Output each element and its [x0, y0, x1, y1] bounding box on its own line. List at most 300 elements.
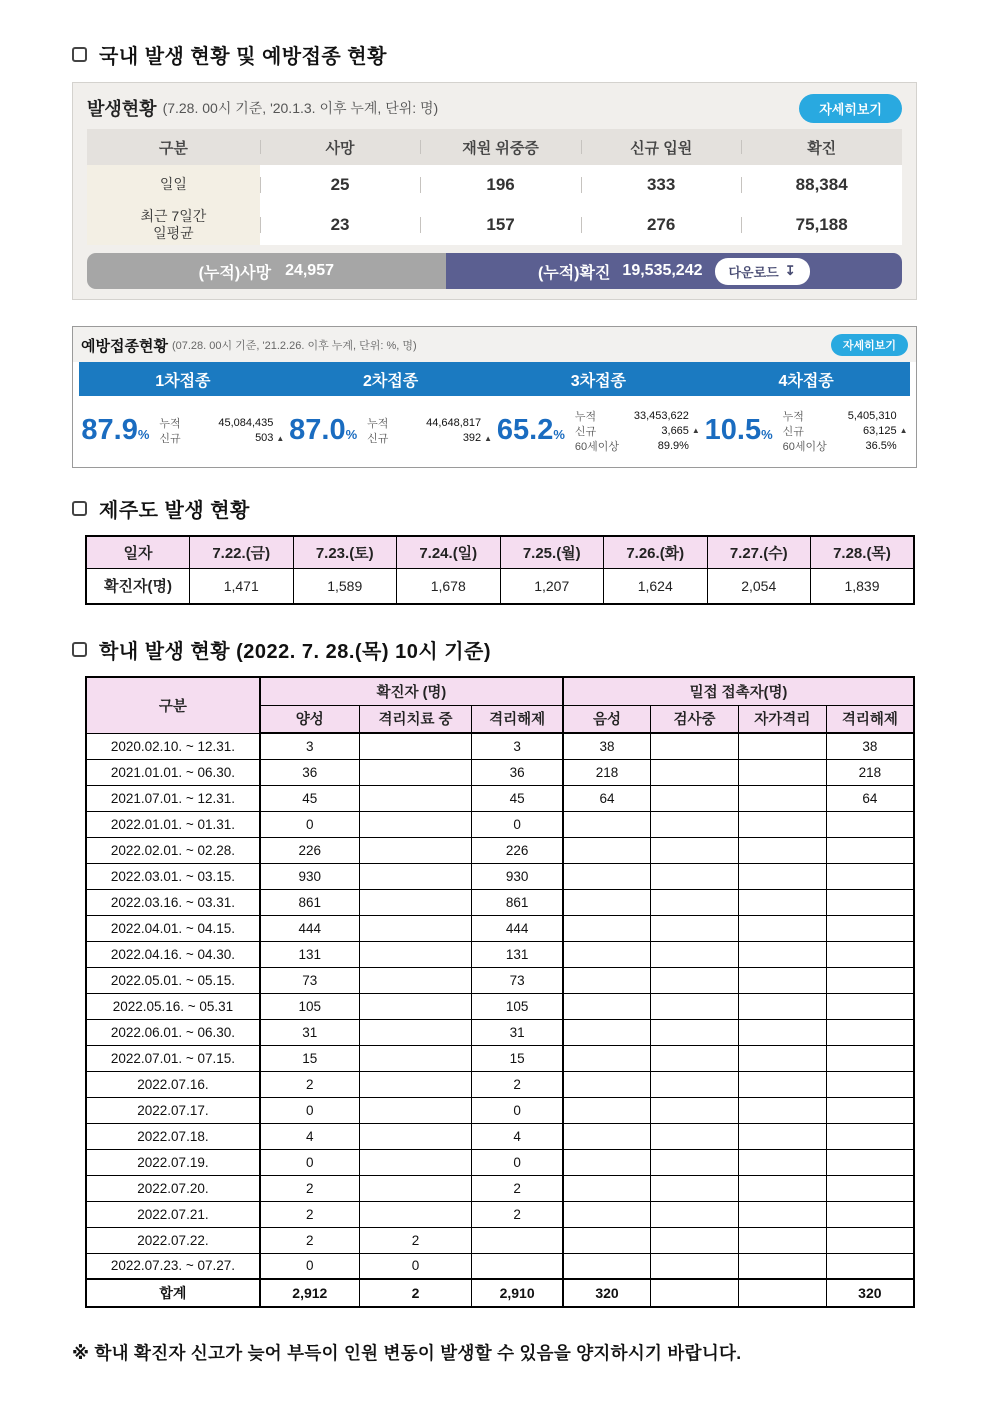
- school-value-cell: 3: [260, 733, 359, 759]
- checkbox-icon: [72, 47, 87, 62]
- school-value-cell: [738, 863, 826, 889]
- vaccination-panel-header: [73, 327, 916, 362]
- school-data-row: [86, 1201, 914, 1227]
- school-gubun-header: 구분: [86, 677, 260, 733]
- dose-stat-row: [159, 416, 284, 431]
- jeju-table-data-row: [86, 568, 914, 604]
- school-value-cell: [359, 811, 472, 837]
- up-triangle-icon: ▲: [899, 426, 908, 435]
- school-value-cell: [738, 1097, 826, 1123]
- dose-column: [495, 408, 703, 453]
- school-row-label: 2022.03.01. ~ 03.15.: [86, 863, 260, 889]
- outbreak-value-cell: 75,188: [741, 205, 902, 245]
- school-data-row: [86, 759, 914, 785]
- cumulative-confirmed: [446, 253, 902, 289]
- dose-header: 2차접종: [362, 372, 419, 390]
- school-value-cell: [738, 1253, 826, 1279]
- school-row-label: 2022.07.18.: [86, 1123, 260, 1149]
- school-data-row: [86, 1149, 914, 1175]
- school-value-cell: [826, 993, 914, 1019]
- download-icon: ↧: [784, 263, 796, 278]
- outbreak-value-cell: 25: [260, 165, 421, 205]
- outbreak-value-cell: 88,384: [741, 165, 902, 205]
- outbreak-header-cell: 신규 입원: [581, 129, 742, 165]
- dose-percent-value: 10.5: [704, 414, 762, 446]
- school-value-cell: [651, 785, 739, 811]
- outbreak-panel-header: [87, 93, 902, 123]
- dose-stat-label: 누적: [782, 410, 804, 423]
- school-data-row: [86, 1045, 914, 1071]
- school-value-cell: 64: [826, 785, 914, 811]
- school-data-row: [86, 785, 914, 811]
- school-value-cell: [563, 1201, 651, 1227]
- school-value-cell: 38: [826, 733, 914, 759]
- dose-stat-value: 5,405,310: [847, 409, 897, 422]
- school-row-label: 2021.07.01. ~ 12.31.: [86, 785, 260, 811]
- school-value-cell: [563, 1019, 651, 1045]
- school-value-cell: 2: [260, 1201, 359, 1227]
- school-sub-header-cell: 격리해제: [826, 705, 914, 733]
- school-value-cell: [563, 993, 651, 1019]
- school-value-cell: [826, 889, 914, 915]
- dose-stat-row: [367, 416, 492, 431]
- dose-header: 3차접종: [570, 372, 627, 390]
- school-value-cell: 218: [563, 759, 651, 785]
- school-row-label: 2022.02.01. ~ 02.28.: [86, 837, 260, 863]
- dose-stat-label: 신규: [159, 433, 181, 445]
- school-value-cell: [738, 811, 826, 837]
- school-sub-header-cell: 음성: [563, 705, 651, 733]
- school-value-cell: [826, 1227, 914, 1253]
- vaccination-title: 예방접종현황: [81, 337, 168, 355]
- school-value-cell: [738, 785, 826, 811]
- dose-stat-label: 신규: [782, 425, 804, 438]
- outbreak-row-label: 일일: [87, 165, 260, 205]
- school-value-cell: 861: [260, 889, 359, 915]
- section-school-title: [72, 635, 920, 664]
- school-value-cell: [359, 785, 472, 811]
- outbreak-subtitle: (7.28. 00시 기준, '20.1.3. 이후 누계, 단위: 명): [162, 100, 439, 116]
- dose-header: 4차접종: [778, 372, 834, 390]
- cumulative-confirmed-value: 19,535,242: [622, 262, 703, 279]
- dose-percent-sign: %: [137, 427, 150, 442]
- school-value-cell: [651, 1201, 739, 1227]
- section-school-title-text: 학내 발생 현황 (2022. 7. 28.(목) 10시 기준): [99, 641, 492, 663]
- checkbox-icon: [72, 501, 87, 516]
- school-value-cell: 73: [472, 967, 563, 993]
- school-value-cell: 31: [472, 1019, 563, 1045]
- school-value-cell: 2,910: [472, 1279, 563, 1307]
- school-value-cell: [472, 1227, 563, 1253]
- school-value-cell: [738, 759, 826, 785]
- school-value-cell: [359, 915, 472, 941]
- dose-percent: [497, 416, 565, 445]
- school-value-cell: [359, 863, 472, 889]
- school-value-cell: [738, 733, 826, 759]
- school-row-label: 2022.01.01. ~ 01.31.: [86, 811, 260, 837]
- school-value-cell: 73: [260, 967, 359, 993]
- outbreak-table: [87, 129, 902, 245]
- school-value-cell: 105: [472, 993, 563, 1019]
- school-value-cell: [651, 759, 739, 785]
- school-table: [85, 676, 915, 1308]
- dose-percent: [81, 416, 149, 445]
- dose-percent: [289, 416, 357, 445]
- school-value-cell: [826, 1045, 914, 1071]
- school-value-cell: 2: [260, 1227, 359, 1253]
- school-data-row: [86, 1253, 914, 1279]
- school-value-cell: [651, 1071, 739, 1097]
- dose-stat-value: 503: [255, 432, 274, 444]
- outbreak-data-row: [87, 165, 902, 205]
- up-triangle-icon: ▲: [691, 426, 700, 435]
- school-value-cell: 4: [472, 1123, 563, 1149]
- school-value-cell: [826, 1149, 914, 1175]
- jeju-header-cell: 7.24.(일): [397, 536, 501, 568]
- school-value-cell: 444: [260, 915, 359, 941]
- jeju-table: [85, 535, 915, 605]
- school-data-row: [86, 993, 914, 1019]
- dose-percent-sign: %: [553, 427, 565, 442]
- school-value-cell: [651, 1019, 739, 1045]
- school-data-row: [86, 1071, 914, 1097]
- school-value-cell: [563, 863, 651, 889]
- school-data-row: [86, 811, 914, 837]
- download-button-label: 다운로드: [728, 264, 779, 280]
- vaccination-panel: [72, 326, 917, 468]
- cumulative-confirmed-label: (누적)확진: [537, 264, 611, 282]
- school-value-cell: [738, 1175, 826, 1201]
- school-value-cell: [738, 1201, 826, 1227]
- school-row-label: 2022.07.23. ~ 07.27.: [86, 1253, 260, 1279]
- school-value-cell: 0: [260, 1149, 359, 1175]
- outbreak-value-cell: 23: [260, 205, 421, 245]
- outbreak-table-body: [87, 165, 902, 245]
- school-value-cell: 2: [359, 1227, 472, 1253]
- school-value-cell: [738, 837, 826, 863]
- jeju-value-cell: 2,054: [707, 568, 811, 604]
- school-value-cell: [651, 1045, 739, 1071]
- school-sub-header-cell: 양성: [260, 705, 359, 733]
- school-value-cell: [738, 941, 826, 967]
- school-value-cell: 930: [260, 863, 359, 889]
- school-value-cell: 45: [260, 785, 359, 811]
- school-value-cell: [651, 1253, 739, 1279]
- section-jeju-title-text: 제주도 발생 현황: [99, 500, 250, 522]
- jeju-header-cell: 7.23.(토): [293, 536, 397, 568]
- dose-column: [287, 408, 495, 453]
- jeju-header-cell: 7.26.(화): [604, 536, 708, 568]
- school-row-label: 2022.07.21.: [86, 1201, 260, 1227]
- school-value-cell: [563, 1045, 651, 1071]
- school-value-cell: [651, 1097, 739, 1123]
- school-value-cell: [359, 1149, 472, 1175]
- school-value-cell: [738, 889, 826, 915]
- school-value-cell: 31: [260, 1019, 359, 1045]
- school-value-cell: 2: [260, 1071, 359, 1097]
- school-value-cell: 218: [826, 759, 914, 785]
- school-row-label: 합계: [86, 1279, 260, 1307]
- school-value-cell: [826, 1097, 914, 1123]
- school-value-cell: [359, 1019, 472, 1045]
- download-button[interactable]: [715, 258, 810, 285]
- school-value-cell: 3: [472, 733, 563, 759]
- school-value-cell: [826, 1071, 914, 1097]
- school-value-cell: [826, 1019, 914, 1045]
- outbreak-panel: [72, 82, 917, 300]
- school-data-row: [86, 733, 914, 759]
- school-value-cell: 0: [359, 1253, 472, 1279]
- school-row-label: 2022.05.01. ~ 05.15.: [86, 967, 260, 993]
- footnote: ※ 학내 확진자 신고가 늦어 부득이 인원 변동이 발생할 수 있음을 양지하시기 바랍니다.: [72, 1343, 742, 1363]
- school-sub-header-cell: 검사중: [651, 705, 739, 733]
- school-value-cell: [738, 1149, 826, 1175]
- school-value-cell: [651, 1279, 739, 1307]
- school-value-cell: 38: [563, 733, 651, 759]
- school-row-label: 2022.05.16. ~ 05.31: [86, 993, 260, 1019]
- dose-percent-value: 65.2: [496, 414, 554, 446]
- school-value-cell: [651, 889, 739, 915]
- school-sub-header-cell: 격리해제: [472, 705, 563, 733]
- school-value-cell: [563, 967, 651, 993]
- dose-stat-value: 392: [462, 432, 482, 444]
- dose-percent-value: 87.0: [289, 414, 346, 446]
- school-value-cell: [738, 993, 826, 1019]
- dose-percent-sign: %: [345, 427, 358, 442]
- school-value-cell: [651, 941, 739, 967]
- school-data-row: [86, 837, 914, 863]
- jeju-header-cell: 7.27.(수): [707, 536, 811, 568]
- school-value-cell: [738, 1123, 826, 1149]
- outbreak-table-header-row: [87, 129, 902, 165]
- school-value-cell: [359, 993, 472, 1019]
- school-value-cell: 0: [260, 811, 359, 837]
- school-sub-header-cell: 자가격리: [738, 705, 826, 733]
- dose-header: 1차접종: [155, 372, 211, 390]
- school-value-cell: [826, 1253, 914, 1279]
- school-row-label: 2022.07.22.: [86, 1227, 260, 1253]
- outbreak-value-cell: 196: [420, 165, 581, 205]
- school-value-cell: 2: [472, 1071, 563, 1097]
- school-value-cell: 0: [472, 1097, 563, 1123]
- school-value-cell: [738, 915, 826, 941]
- outbreak-row-label: 최근 7일간 일평균: [87, 205, 260, 245]
- school-table-body: [86, 733, 914, 1307]
- school-value-cell: [563, 1071, 651, 1097]
- school-value-cell: [738, 1227, 826, 1253]
- section-jeju-title: [72, 494, 920, 523]
- dose-stat-row: [575, 408, 700, 423]
- school-value-cell: [359, 941, 472, 967]
- school-value-cell: [651, 1123, 739, 1149]
- school-value-cell: [359, 1175, 472, 1201]
- school-data-row: [86, 889, 914, 915]
- school-data-row: [86, 1175, 914, 1201]
- dose-column: [702, 408, 910, 453]
- school-total-row: [86, 1279, 914, 1307]
- dose-stat-value: 44,648,817: [426, 417, 482, 429]
- dose-percent-value: 87.9: [81, 414, 138, 446]
- dose-stats: [159, 416, 284, 446]
- school-value-cell: [563, 889, 651, 915]
- school-value-cell: [359, 837, 472, 863]
- school-value-cell: [359, 1045, 472, 1071]
- dose-stat-value: 36.5%: [865, 439, 897, 452]
- school-value-cell: [359, 1201, 472, 1227]
- school-value-cell: [651, 915, 739, 941]
- school-row-label: 2022.06.01. ~ 06.30.: [86, 1019, 260, 1045]
- school-row-label: 2022.07.01. ~ 07.15.: [86, 1045, 260, 1071]
- school-value-cell: [738, 1071, 826, 1097]
- jeju-row-label: 확진자(명): [86, 568, 190, 604]
- jeju-header-cell: 일자: [86, 536, 190, 568]
- dose-stats: [575, 408, 700, 453]
- school-value-cell: [826, 1123, 914, 1149]
- dose-percent: [705, 416, 773, 445]
- school-value-cell: 2: [472, 1201, 563, 1227]
- dose-column: [79, 408, 287, 453]
- school-value-cell: [826, 811, 914, 837]
- school-value-cell: [563, 1253, 651, 1279]
- vaccination-detail-button[interactable]: 자세히보기: [831, 334, 908, 356]
- outbreak-value-cell: 157: [420, 205, 581, 245]
- dose-stats: [367, 416, 492, 446]
- school-value-cell: [563, 1097, 651, 1123]
- outbreak-value-cell: 333: [581, 165, 742, 205]
- vaccination-dose-body: [73, 396, 916, 467]
- school-value-cell: [563, 915, 651, 941]
- school-row-label: 2022.07.17.: [86, 1097, 260, 1123]
- school-value-cell: 64: [563, 785, 651, 811]
- vaccination-dose-header-bar: [79, 362, 910, 396]
- school-value-cell: [359, 967, 472, 993]
- school-value-cell: [826, 863, 914, 889]
- school-value-cell: 2: [472, 1175, 563, 1201]
- checkbox-icon: [72, 642, 87, 657]
- school-value-cell: [651, 863, 739, 889]
- outbreak-header-cell: 확진: [741, 129, 902, 165]
- school-value-cell: 131: [260, 941, 359, 967]
- school-value-cell: 320: [826, 1279, 914, 1307]
- school-value-cell: [651, 1175, 739, 1201]
- outbreak-header-cell: 재원 위중증: [420, 129, 581, 165]
- school-row-label: 2020.02.10. ~ 12.31.: [86, 733, 260, 759]
- school-value-cell: 36: [472, 759, 563, 785]
- school-value-cell: [651, 733, 739, 759]
- school-group-header-contacts: 밀접 접촉자(명): [563, 677, 914, 705]
- school-data-row: [86, 915, 914, 941]
- school-value-cell: [563, 1227, 651, 1253]
- dose-stat-label: 누적: [367, 418, 389, 430]
- jeju-value-cell: 1,678: [397, 568, 501, 604]
- outbreak-header-cell: 사망: [260, 129, 421, 165]
- dose-stat-row: [783, 408, 908, 423]
- school-value-cell: [563, 1149, 651, 1175]
- school-group-header-confirmed: 확진자 (명): [260, 677, 563, 705]
- dose-stat-row: [367, 431, 492, 446]
- school-value-cell: 226: [260, 837, 359, 863]
- school-value-cell: 2,912: [260, 1279, 359, 1307]
- dose-stat-label: 60세이상: [782, 440, 827, 453]
- school-value-cell: [359, 889, 472, 915]
- dose-stat-label: 누적: [574, 410, 597, 423]
- school-row-label: 2022.07.16.: [86, 1071, 260, 1097]
- school-value-cell: [359, 1097, 472, 1123]
- outbreak-value-cell: 276: [581, 205, 742, 245]
- school-value-cell: 226: [472, 837, 563, 863]
- jeju-value-cell: 1,624: [604, 568, 708, 604]
- school-row-label: 2022.07.20.: [86, 1175, 260, 1201]
- dose-stat-row: [783, 438, 908, 453]
- school-value-cell: 2: [260, 1175, 359, 1201]
- school-value-cell: [359, 1123, 472, 1149]
- school-value-cell: [651, 1227, 739, 1253]
- school-data-row: [86, 1097, 914, 1123]
- school-value-cell: 930: [472, 863, 563, 889]
- school-value-cell: 15: [472, 1045, 563, 1071]
- outbreak-detail-button[interactable]: 자세히보기: [799, 94, 902, 123]
- school-value-cell: 861: [472, 889, 563, 915]
- jeju-value-cell: 1,839: [811, 568, 915, 604]
- school-value-cell: 0: [260, 1097, 359, 1123]
- school-value-cell: [826, 1175, 914, 1201]
- dose-stat-label: 누적: [159, 418, 181, 430]
- school-value-cell: [472, 1253, 563, 1279]
- outbreak-data-row: [87, 205, 902, 245]
- school-value-cell: 2: [359, 1279, 472, 1307]
- school-value-cell: 444: [472, 915, 563, 941]
- jeju-header-cell: 7.25.(월): [500, 536, 604, 568]
- dose-stat-label: 신규: [367, 433, 389, 445]
- jeju-header-cell: 7.22.(금): [190, 536, 294, 568]
- school-value-cell: [563, 941, 651, 967]
- school-value-cell: [359, 759, 472, 785]
- school-data-row: [86, 967, 914, 993]
- school-data-row: [86, 1227, 914, 1253]
- school-data-row: [86, 1123, 914, 1149]
- school-value-cell: [738, 1045, 826, 1071]
- dose-stat-label: 신규: [574, 425, 597, 438]
- jeju-value-cell: 1,589: [293, 568, 397, 604]
- school-value-cell: 320: [563, 1279, 651, 1307]
- dose-stat-value: 63,125: [863, 424, 897, 437]
- school-value-cell: [738, 1019, 826, 1045]
- school-value-cell: [651, 1149, 739, 1175]
- school-value-cell: 4: [260, 1123, 359, 1149]
- jeju-header-cell: 7.28.(목): [811, 536, 915, 568]
- school-value-cell: [738, 967, 826, 993]
- school-value-cell: [826, 941, 914, 967]
- section-domestic-title-text: 국내 발생 현황 및 예방접종 현황: [99, 46, 387, 68]
- school-table-group-header-row: [86, 677, 914, 705]
- dose-stat-value: 45,084,435: [218, 417, 274, 429]
- school-value-cell: [563, 1175, 651, 1201]
- school-value-cell: 0: [472, 811, 563, 837]
- school-row-label: 2022.04.16. ~ 04.30.: [86, 941, 260, 967]
- school-value-cell: 0: [472, 1149, 563, 1175]
- school-value-cell: [359, 733, 472, 759]
- school-value-cell: [359, 1071, 472, 1097]
- school-value-cell: [651, 993, 739, 1019]
- school-value-cell: [563, 837, 651, 863]
- school-sub-header-cell: 격리치료 중: [359, 705, 472, 733]
- school-value-cell: [651, 837, 739, 863]
- school-value-cell: [826, 837, 914, 863]
- school-value-cell: 105: [260, 993, 359, 1019]
- school-value-cell: [826, 915, 914, 941]
- outbreak-title: 발생현황: [87, 99, 157, 119]
- school-value-cell: 0: [260, 1253, 359, 1279]
